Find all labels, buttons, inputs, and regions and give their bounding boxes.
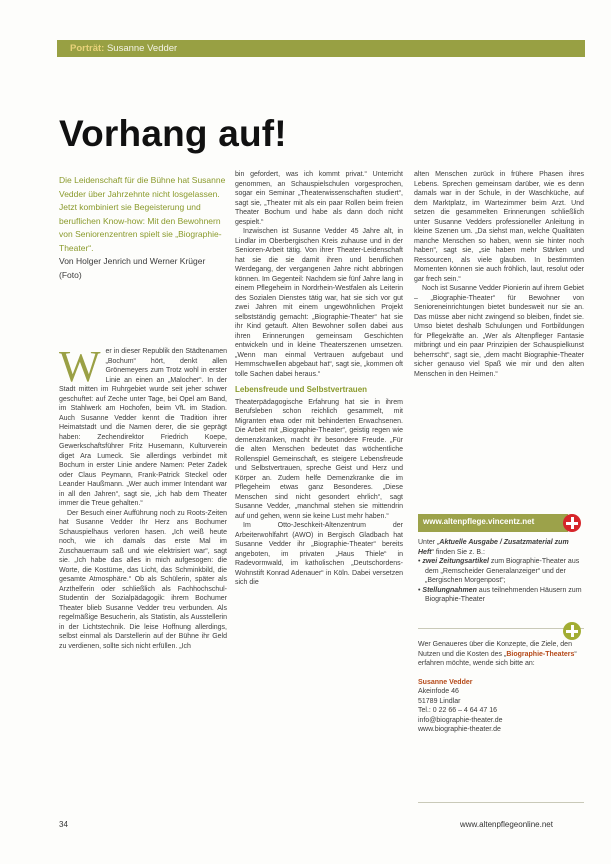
drop-cap: W xyxy=(59,347,101,391)
paragraph: er in dieser Republik den Städtenamen „Bochum“ hört, denkt allen Grönemeyers zum Trotz wohl in erster Linie an einen an „Malocher“. In der Stadt mitten im Ruhrgebiet wurde seit jeher schwer geschuftet: auf Zeche unter Tage, bei Opel am Band, im Stahlwerk am Hochofen, beim VfL im Stadion. Auch Susanne Vedder kennt die Tradition ihrer Heimatstadt und die Namen derer, die sie geprägt haben: Zechendirektor Friedrich Koepe, Gewerkschaftsführer Fritz Husemann, Kulturverein diget Ara Lumeck. Sie allerdings verbindet mit Bochum in erster Linie andere Namen: Peter Zadek oder Claus Peymann, Frank-Patrick Steckel oder Leander Haußmann. „Wer auch immer Intendant war in all den Jahren“, sagt sie, „ich hab dem Theater immer die Treue gehalten.“ xyxy=(59,348,227,507)
contact-name: Susanne Vedder xyxy=(418,678,473,686)
box-text: Wer Genaueres über die Konzepte, die Ziele, den Nutzen und die Kosten des „ xyxy=(418,641,572,658)
list-item: • Stellungnahmen aus teilnehmenden Häusern zum Biographie-Theater xyxy=(418,586,582,603)
article-byline: Von Holger Jenrich und Werner Krüger (Foto) xyxy=(59,256,206,280)
contact-box xyxy=(418,640,584,790)
plus-icon xyxy=(563,514,581,532)
box-divider xyxy=(418,628,584,629)
box-text: aus teilnehmenden Häusern zum Biographie-Theater xyxy=(425,586,582,603)
section-header-label xyxy=(70,42,177,55)
article-column-1 xyxy=(59,347,227,843)
article-column-3 xyxy=(414,170,584,492)
online-box-body xyxy=(418,538,584,608)
contact-phone: Tel.: 0 22 66 – 4 64 47 16 xyxy=(418,707,498,714)
box-text: “ finden Sie z. B.: xyxy=(431,548,485,556)
article-intro xyxy=(59,174,227,336)
contact-address-street: Akeinfode 46 xyxy=(418,688,459,695)
article-column-2 xyxy=(235,170,403,840)
page-number: 34 xyxy=(59,820,68,829)
list-item: • zwei Zeitungsartikel zum Biographie-Theater aus dem „Remscheider Generalanzeiger“ und der „Bergischen Morgenpost“; xyxy=(418,558,580,584)
box-highlight: Biographie-Theaters xyxy=(506,650,575,658)
paragraph: Inzwischen ist Susanne Vedder 45 Jahre alt, in Lindlar im Oberbergischen Kreis zuhause und in der Senioren-Arbeit tätig. Von ihrer Theater-Leidenschaft hat sie die sie damit ihren und beruflichen Werdegang, der vergangenen Jahre nicht abbringen können. Im Gegenteil: Nachdem sie fünf Jahre lang in einem Pflegeheim in Nordrhein-Westfalen als Leiterin des Sozialen Dienstes tätig war, hat sie sich vor gut zwei Jahren mit einem ungewöhnlichen Projekt selbstständig gemacht: „Biographie-Theater“ hat sie ihr Kind getauft. Alten Bewohner sollen dabei aus ihren Erinnerungen gemeinsam Geschichten entwickeln und in kleine Theaterszenen umsetzen. „Wenn man einmal Vertrauen aufgebaut und Hemmschwellen abgebaut hat“, sagt sie, „kommen oft tolle Sachen dabei heraus.“ xyxy=(235,228,403,378)
paragraph: Im Otto-Jeschkeit-Altenzentrum der Arbeiterwohlfahrt (AWO) in Bergisch Gladbach hat Susanne Vedder ihr „Biographie-Theater“ bereits angeboten, im privaten „Haus Thiele“ in Radevormwald, im katholischen „Deutschordens-Wohnstift Konrad Adenauer“ in Köln. Dabei versetzen sich die xyxy=(235,522,403,586)
box-text: Unter „ xyxy=(418,539,440,546)
paragraph: bin gefordert, was ich kommt privat.“ Unterricht genommen, an Schauspielschulen vorgesprochen, sogar ein Seminar „Theaterwissenschaften studiert“, sagt sie, „Theater mit als ein paar Rollen beim freien Theater Bochum und habe als dann doch nicht gespielt.“ xyxy=(235,171,403,226)
box-text: “ erfahren möchte, wende sich bitte an: xyxy=(418,650,577,667)
box-emphasis: Aktuelle Ausgabe / Zusatzmaterial zum Heft xyxy=(418,539,569,556)
paragraph: Noch ist Susanne Vedder Pionierin auf ihrem Gebiet – „Biographie-Theater“ für Bewohner von Senioreneinrichtungen bietet bundesweit nur sie an. Das müsse aber nicht zwingend so bleiben, findet sie. Umso bietet deshalb Schulungen und Fortbildungen für Pflegekräfte an. „Wer als Altenpfleger Fantasie mitbringt und ein paar Prinzipien der Schauspielkunst beherrscht“, sagt sie, „dem macht Biographie-Theater sicher genauso viel Spaß wie mir und den alten Menschen in den Heimen.“ xyxy=(414,285,584,378)
article-headline: Vorhang auf! xyxy=(59,113,287,154)
paragraph: Der Besuch einer Aufführung noch zu Roots-Zeiten hat Susanne Vedder Ihr Herz ans Bochumer Schauspielhaus verloren hasen. „Ich weiß heute noch, wie ich damals das erste Mal im Zuschauerraum saß und wie elektrisiert war“, sagt sie. „Ich habe das alles in mich aufgesogen: die Worte, die Kostüme, das Licht, das Schminkbild, die gesamte Atmosphäre.“ Ob als Schülerin, später als Arzthelferin oder schließlich als Fachhochschul-Studentin der Sozialpädagogik: ihrem Bochumer Theater blieb Susanne Vedder treu verbunden. Als regelmäßige Besucherin, als Statistin, als Ausstellerin in der Lichtstechnik. Die leise Hoffnung allerdings, selbst einmal als Darstellerin auf der Bühne ihr Geld zu verdienen, sollte sich nicht erfüllen. „Ich xyxy=(59,509,227,650)
plus-icon xyxy=(563,622,581,640)
paragraph: alten Menschen zurück in frühere Phasen ihres Lebens. Sprechen gemeinsam darüber, wie es denn damals war in der Schule, in der Waschküche, auf dem Marktplatz, im Wartezimmer beim Arzt. Und setzen die gesammelten Erinnerungen schließlich unter Susanne Vedders professioneller Anleitung in kleine Szenen um. „Da siehst man, welche Qualitäten manche Menschen so haben, wenn sie hinter noch haben“, sagt sie, „sie haben mehr Stärken und Ressourcen, als viele glauben. In bestimmten Momenten können sie auch fröhlich, laut, resolut oder gar frech sein.“ xyxy=(414,171,584,283)
box-emphasis: Stellungnahmen xyxy=(422,586,477,594)
online-box-url[interactable]: www.altenpflege.vincentz.net xyxy=(423,517,535,526)
box-emphasis: zwei Zeitungsartikel xyxy=(422,558,489,565)
contact-email[interactable]: info@biographie-theater.de xyxy=(418,716,503,724)
footer-website[interactable]: www.altenpflegeonline.net xyxy=(460,820,553,829)
contact-address-city: 51789 Lindlar xyxy=(418,697,461,705)
intro-text: Die Leidenschaft für die Bühne hat Susanne Vedder über Jahrzehnte nicht losgelassen. Jetzt kombiniert sie Begeisterung und beruflichen Know-how: Mit den Bewohnern von Seniorenzentren spielt sie „Biographie-Theater“. xyxy=(59,175,226,253)
section-category: Porträt: xyxy=(70,43,105,54)
section-subject: Susanne Vedder xyxy=(106,43,178,54)
section-subheading: Lebensfreude und Selbstvertrauen xyxy=(235,385,368,394)
paragraph: Theaterpädagogische Erfahrung hat sie in ihrem Berufsleben schon reichlich gesammelt, mit Migranten etwa oder mit behinderten Erwachsenen. Die Arbeit mit „Biographie-Theater“, geistig regen wie demenzkranken, macht ihr besondere Freude. „Für die alten Menschen bedeutet das wöchentliche Rollenspiel Gemeinschaft, es steigere Lebensfreude und Selbstvertrauen, spreche Geist und Herz und Körper an. Zudem helfe Demenzkranke die im Pflegeheim etwas ganz Besonderes. „Diese Menschen sind nicht gesondert ehrlich“, sagt Susanne Vedder, „manchmal stehen sie mittendrin auf und gehen, wenn sie keine Lust mehr haben.“ xyxy=(235,398,403,520)
box-text: zum Biographie-Theater aus dem „Remscheider Generalanzeiger“ und der „Bergischen Morgenpost“; xyxy=(425,558,580,584)
box-divider xyxy=(418,802,584,803)
contact-website[interactable]: www.biographie-theater.de xyxy=(418,726,501,733)
